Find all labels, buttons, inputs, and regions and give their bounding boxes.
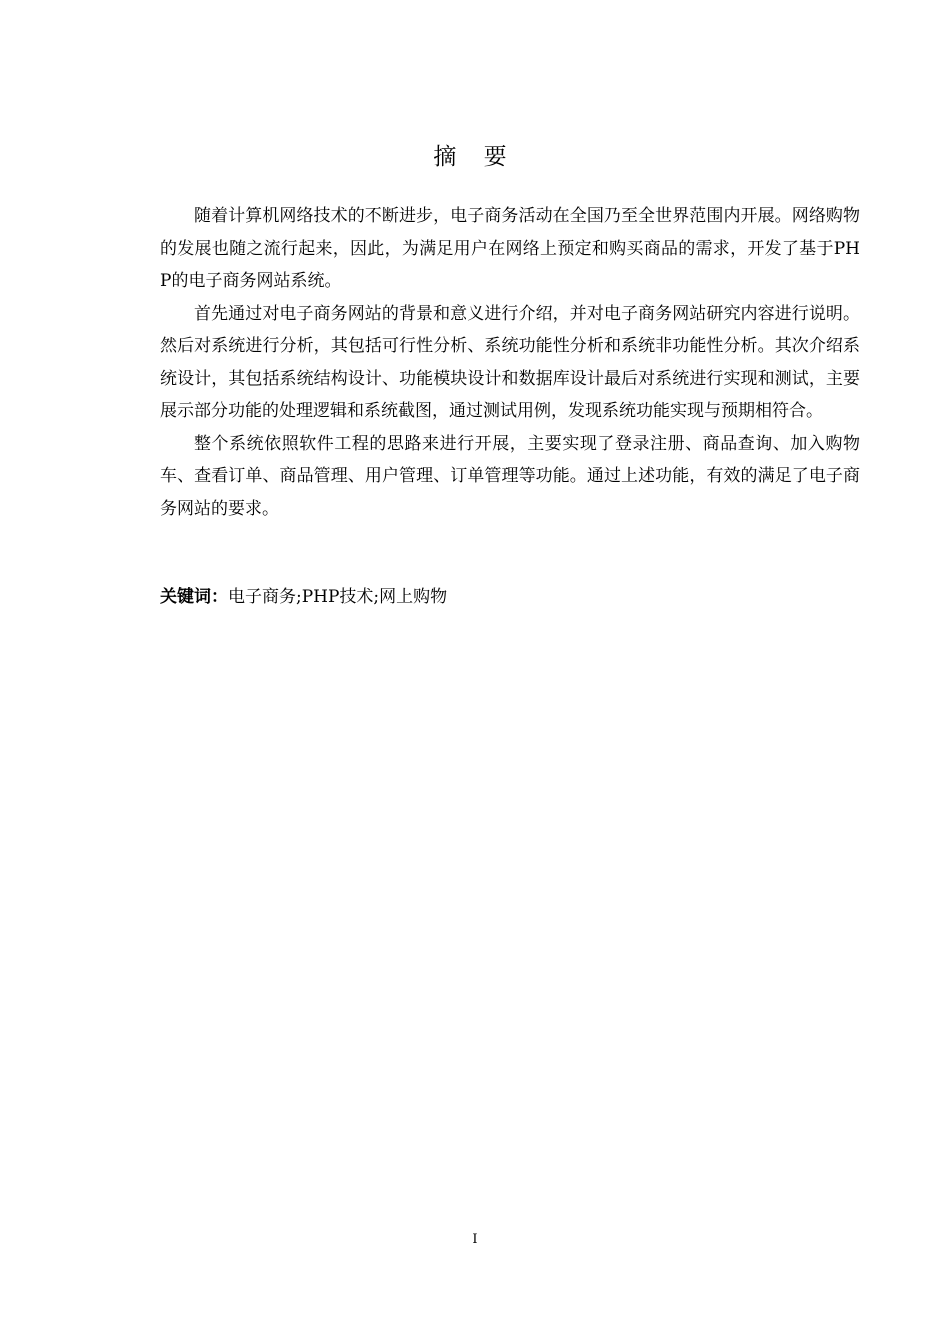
keywords-value: 电子商务;PHP技术;网上购物 xyxy=(228,587,448,607)
abstract-paragraph-2: 首先通过对电子商务网站的背景和意义进行介绍，并对电子商务网站研究内容进行说明。然后对系统进行分析，其包括可行性分析、系统功能性分析和系统非功能性分析。其次介绍系统设计，其包括系统结构设计、功能模块设计和数据库设计最后对系统进行实现和测试，主要展示部分功能的处理逻辑和系统截图，通过测试用例，发现系统功能实现与预期相符合。 xyxy=(160,303,860,421)
keywords-label: 关键词： xyxy=(160,587,228,607)
abstract-body xyxy=(160,200,860,525)
abstract-title: 摘 要 xyxy=(433,144,517,170)
abstract-paragraph-1: 随着计算机网络技术的不断进步，电子商务活动在全国乃至全世界范围内开展。网络购物的发展也随之流行起来，因此，为满足用户在网络上预定和购买商品的需求，开发了基于PHP的电子商务网站系统。 xyxy=(160,206,860,291)
page-number: I xyxy=(472,1232,478,1247)
keywords-line xyxy=(160,581,447,613)
abstract-paragraph-3: 整个系统依照软件工程的思路来进行开展，主要实现了登录注册、商品查询、加入购物车、查看订单、商品管理、用户管理、订单管理等功能。通过上述功能，有效的满足了电子商务网站的要求。 xyxy=(160,433,860,519)
